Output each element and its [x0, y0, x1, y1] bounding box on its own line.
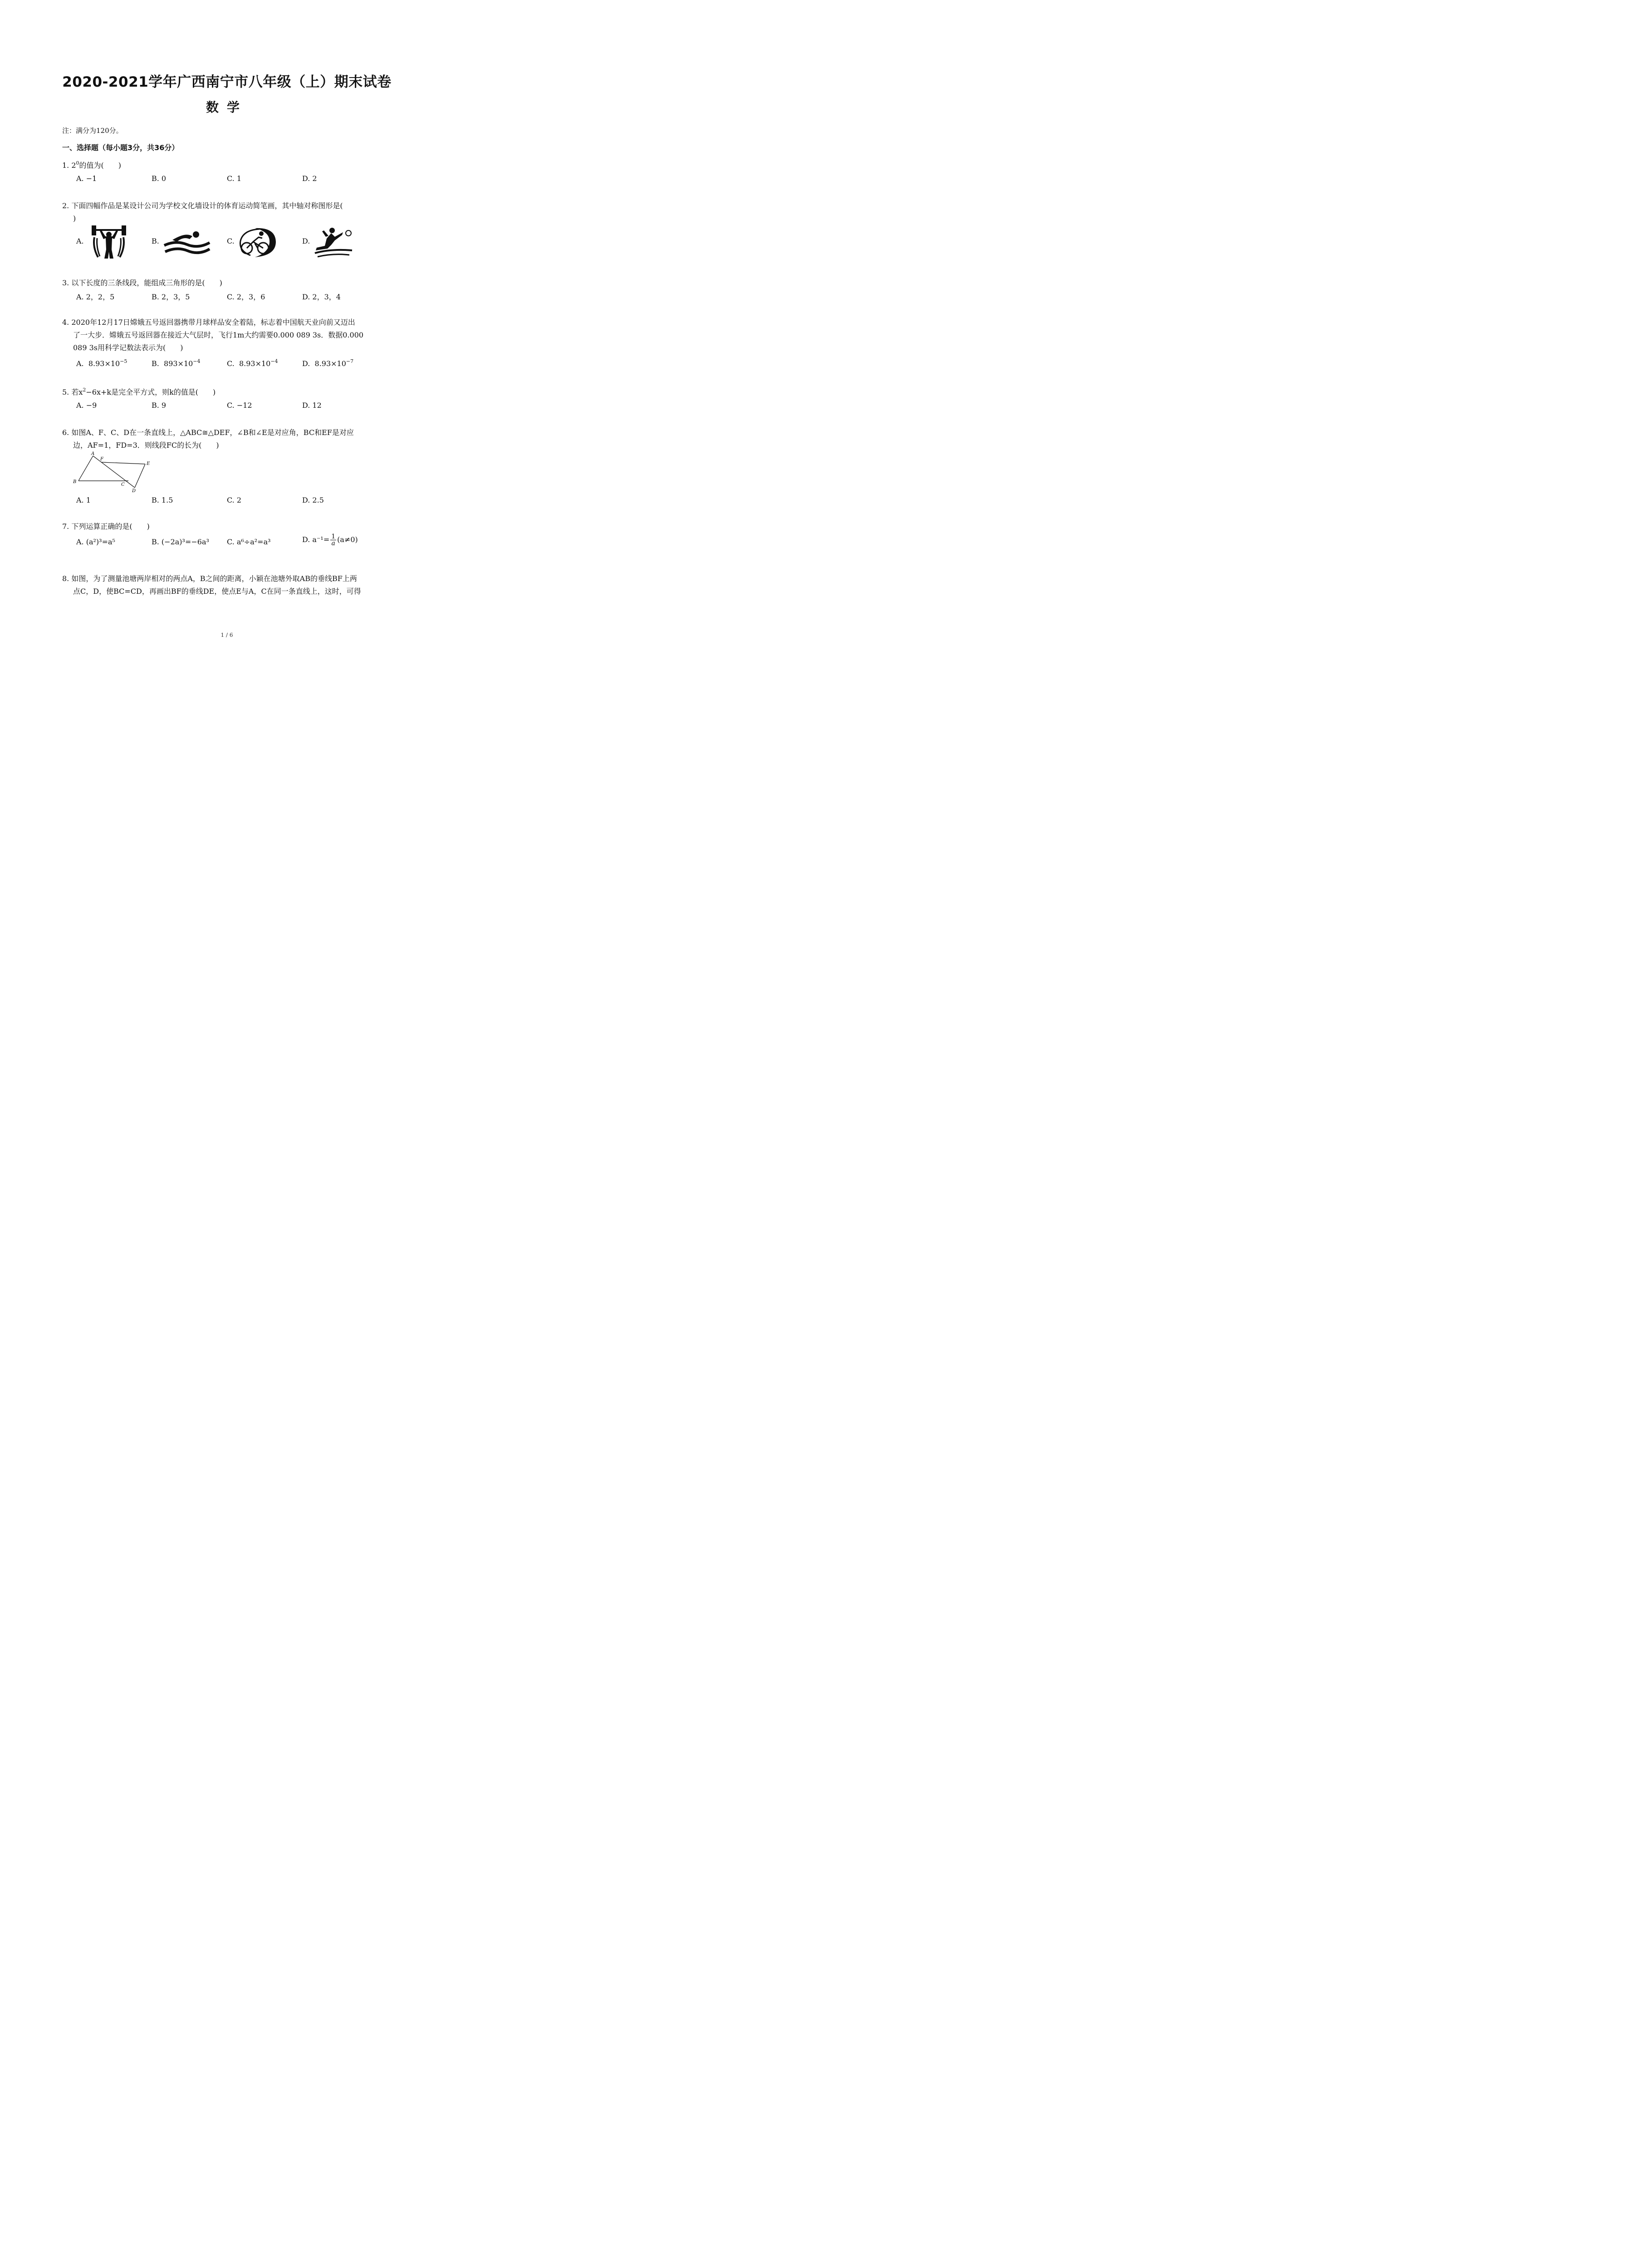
q6-option-b[interactable]: B. 1.5 — [152, 496, 173, 504]
q3-option-a[interactable]: A. 2，2，5 — [76, 293, 115, 301]
question-7-stem: 7. 下列运算正确的是( ) — [62, 522, 150, 531]
q4-option-b[interactable]: B. $893\times 10^{-4}$ — [152, 358, 201, 368]
q7-option-c[interactable]: C. a⁶÷a²=a³ — [227, 538, 271, 546]
triangle-figure — [70, 451, 152, 492]
q3-option-c[interactable]: C. 2，3，6 — [227, 293, 265, 301]
label-c: C — [121, 482, 125, 487]
question-5-stem: 5. 若$x^2-6x+k$是完全平方式，则k的值是( ) — [62, 387, 216, 396]
q1-option-b[interactable]: B. 0 — [152, 174, 167, 183]
question-3-stem: 3. 以下长度的三条线段，能组成三角形的是( ) — [62, 279, 222, 287]
q2-label-a[interactable]: A. — [76, 237, 84, 245]
q6-option-c[interactable]: C. 2 — [227, 496, 242, 504]
subject-title: 数学 — [206, 100, 248, 115]
score-note: 注：满分为120分。 — [62, 127, 123, 135]
label-f: F — [100, 457, 103, 462]
cycling-icon — [237, 225, 278, 259]
q5-option-d[interactable]: D. 12 — [302, 401, 322, 410]
section-heading: 一、选择题（每小题3分，共36分） — [62, 143, 179, 152]
q5-option-b[interactable]: B. 9 — [152, 401, 167, 410]
q1-option-d[interactable]: D. 2 — [302, 174, 317, 183]
label-b: B — [73, 479, 77, 484]
q4-option-a[interactable]: A. $8.93\times 10^{-5}$ — [76, 358, 127, 368]
q3-option-b[interactable]: B. 2，3，5 — [152, 293, 190, 301]
question-8-stem: 8. 如图，为了测量池塘两岸相对的两点A，B之间的距离，小颖在池塘外取AB的垂线BF上两 点C，D，使BC=CD，再画出BF的垂线DE，使点E与A，C在同一条直线上，这时，可得 — [62, 574, 361, 596]
label-d: D — [132, 489, 136, 492]
q6-option-a[interactable]: A. 1 — [76, 496, 91, 504]
q7-option-b[interactable]: B. (−2a)³=−6a³ — [152, 538, 209, 546]
swimming-icon — [163, 229, 211, 256]
q4-option-d[interactable]: D. $8.93\times 10^{-7}$ — [302, 358, 354, 368]
q3-option-d[interactable]: D. 2，3，4 — [302, 293, 341, 301]
q2-label-b[interactable]: B. — [152, 237, 159, 245]
question-1-stem: 1. $2^0$的值为( ) — [62, 160, 122, 170]
page-title: 2020-2021学年广西南宁市八年级（上）期末试卷 — [62, 74, 392, 90]
q7-option-d[interactable]: D. a⁻¹= $\frac{1}{a}$ (a≠0) — [302, 533, 358, 547]
q2-label-d[interactable]: D. — [302, 237, 310, 245]
volleyball-icon — [313, 227, 358, 259]
question-4-stem: 4. 2020年12月17日嫦娥五号返回器携带月球样品安全着陆，标志着中国航天业向前又迈出 了一大步．嫦娥五号返回器在接近大气层时，飞行1m大约需要0.000 089 3s．数据0.000 089 3s用科学记数法表示为( ) — [62, 318, 364, 352]
q1-option-c[interactable]: C. 1 — [227, 174, 242, 183]
question-6-stem: 6. 如图A、F、C、D在一条直线上，△ABC≅△DEF，∠B和∠E是对应角，BC和EF是对应 边，AF=1，FD=3．则线段FC的长为( ) — [62, 428, 354, 450]
q4-option-c[interactable]: C. $8.93\times 10^{-4}$ — [227, 358, 278, 368]
label-e: E — [147, 461, 150, 466]
question-2-stem: 2. 下面四幅作品是某设计公司为学校文化墙设计的体育运动简笔画，其中轴对称图形是( ) — [62, 201, 343, 223]
q2-label-c[interactable]: C. — [227, 237, 235, 245]
weightlifting-icon — [90, 225, 128, 261]
page-number: 1 / 6 — [220, 632, 233, 638]
q7-option-a[interactable]: A. (a²)³=a⁵ — [76, 538, 115, 546]
q6-option-d[interactable]: D. 2.5 — [302, 496, 324, 504]
q5-option-c[interactable]: C. −12 — [227, 401, 252, 410]
q1-option-a[interactable]: A. −1 — [76, 174, 97, 183]
label-a: A — [91, 451, 95, 456]
q5-option-a[interactable]: A. −9 — [76, 401, 97, 410]
